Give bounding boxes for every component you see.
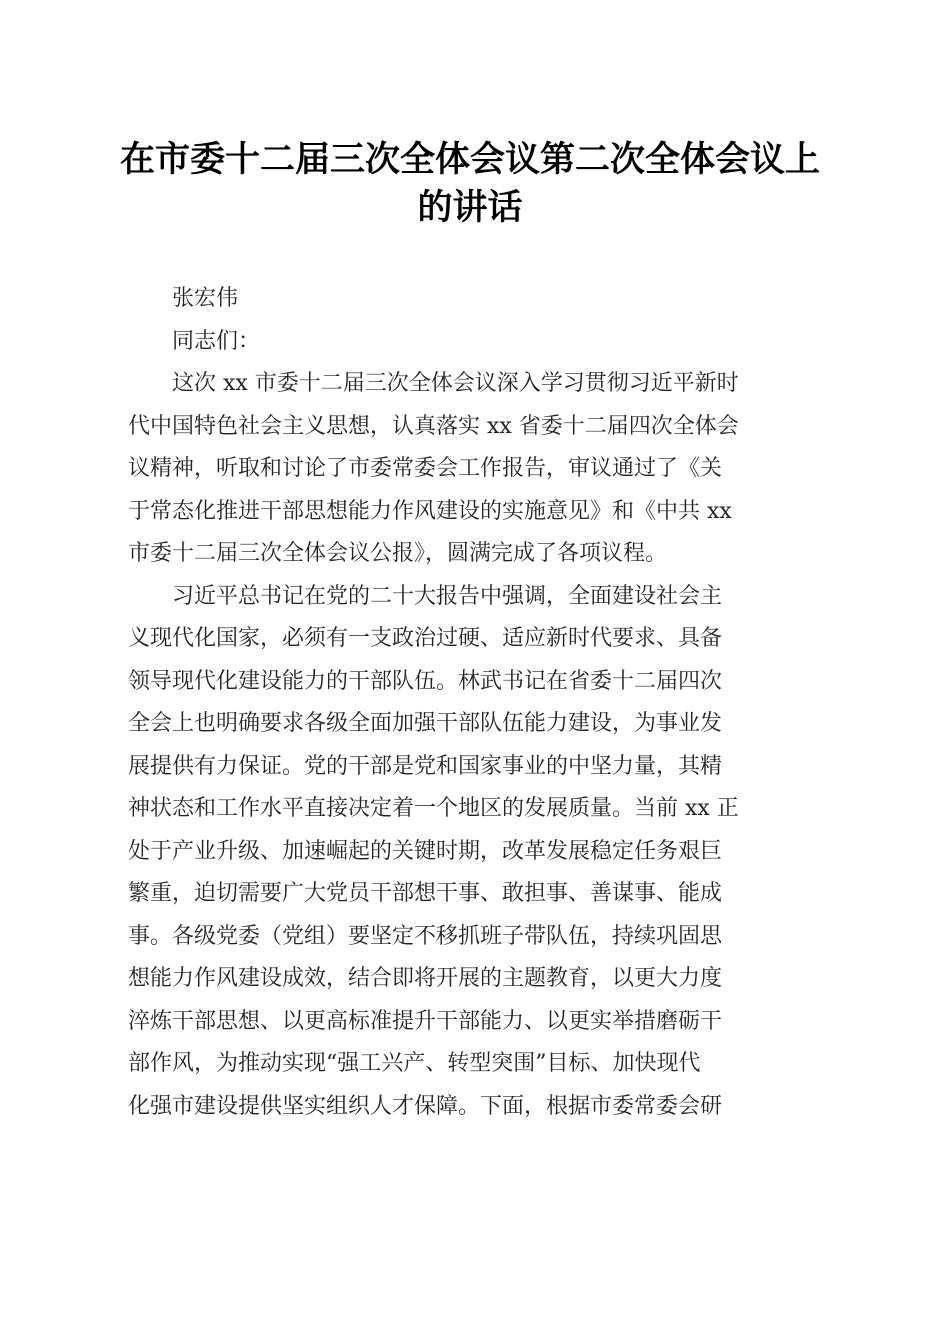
paragraph-line: 代中国特色社会主义思想，认真落实 xx 省委十二届四次全体会 — [128, 413, 739, 439]
greeting: 同志们： — [172, 328, 261, 354]
paragraph-line: 市委十二届三次全体会议公报》，圆满完成了各项议程。 — [128, 541, 668, 566]
paragraph-line: 习近平总书记在党的二十大报告中强调，全面建设社会主 — [172, 583, 723, 609]
paragraph-line: 这次 xx 市委十二届三次全体会议深入学习贯彻习近平新时 — [172, 371, 739, 396]
author-name: 张宏伟 — [172, 286, 239, 311]
paragraph-line: 化强市建设提供坚实组织人才保障。下面，根据市委常委会研 — [128, 1093, 723, 1119]
paragraph-line: 议精神，听取和讨论了市委常委会工作报告，审议通过了《关 — [128, 456, 723, 481]
paragraph-2 — [128, 576, 828, 1129]
paragraph-line: 展提供有力保证。党的干部是党和国家事业的中坚力量，其精 — [128, 753, 723, 779]
paragraph-line: 全会上也明确要求各级全面加强干部队伍能力建设，为事业发 — [128, 711, 723, 736]
paragraph-line: 事。各级党委（党组）要坚定不移抓班子带队伍，持续巩固思 — [128, 923, 723, 949]
paragraph-1 — [128, 363, 828, 576]
paragraph-line: 于常态化推进干部思想能力作风建设的实施意见》和《中共 xx — [128, 498, 732, 524]
paragraph-line: 领导现代化建设能力的干部队伍。林武书记在省委十二届四次 — [128, 668, 723, 694]
paragraph-line: 义现代化国家，必须有一支政治过硬、适应新时代要求、具备 — [128, 626, 723, 651]
paragraph-line: 神状态和工作水平直接决定着一个地区的发展质量。当前 xx 正 — [128, 796, 739, 821]
paragraph-line: 部作风，为推动实现“强工兴产、转型突围”目标、加快现代 — [128, 1051, 701, 1076]
document-body — [128, 278, 828, 1128]
title-line-1: 在市委十二届三次全体会议第二次全体会议上 — [119, 139, 820, 180]
paragraph-line: 想能力作风建设成效，结合即将开展的主题教育，以更大力度 — [128, 966, 723, 991]
paragraph-line: 繁重，迫切需要广大党员干部想干事、敢担事、善谋事、能成 — [128, 881, 723, 906]
document-title — [110, 136, 830, 232]
paragraph-line: 处于产业升级、加速崛起的关键时期，改革发展稳定任务艰巨 — [128, 838, 723, 864]
title-line-2: 的讲话 — [417, 187, 523, 228]
paragraph-line: 淬炼干部思想、以更高标准提升干部能力、以更实举措磨砺干 — [128, 1008, 723, 1034]
